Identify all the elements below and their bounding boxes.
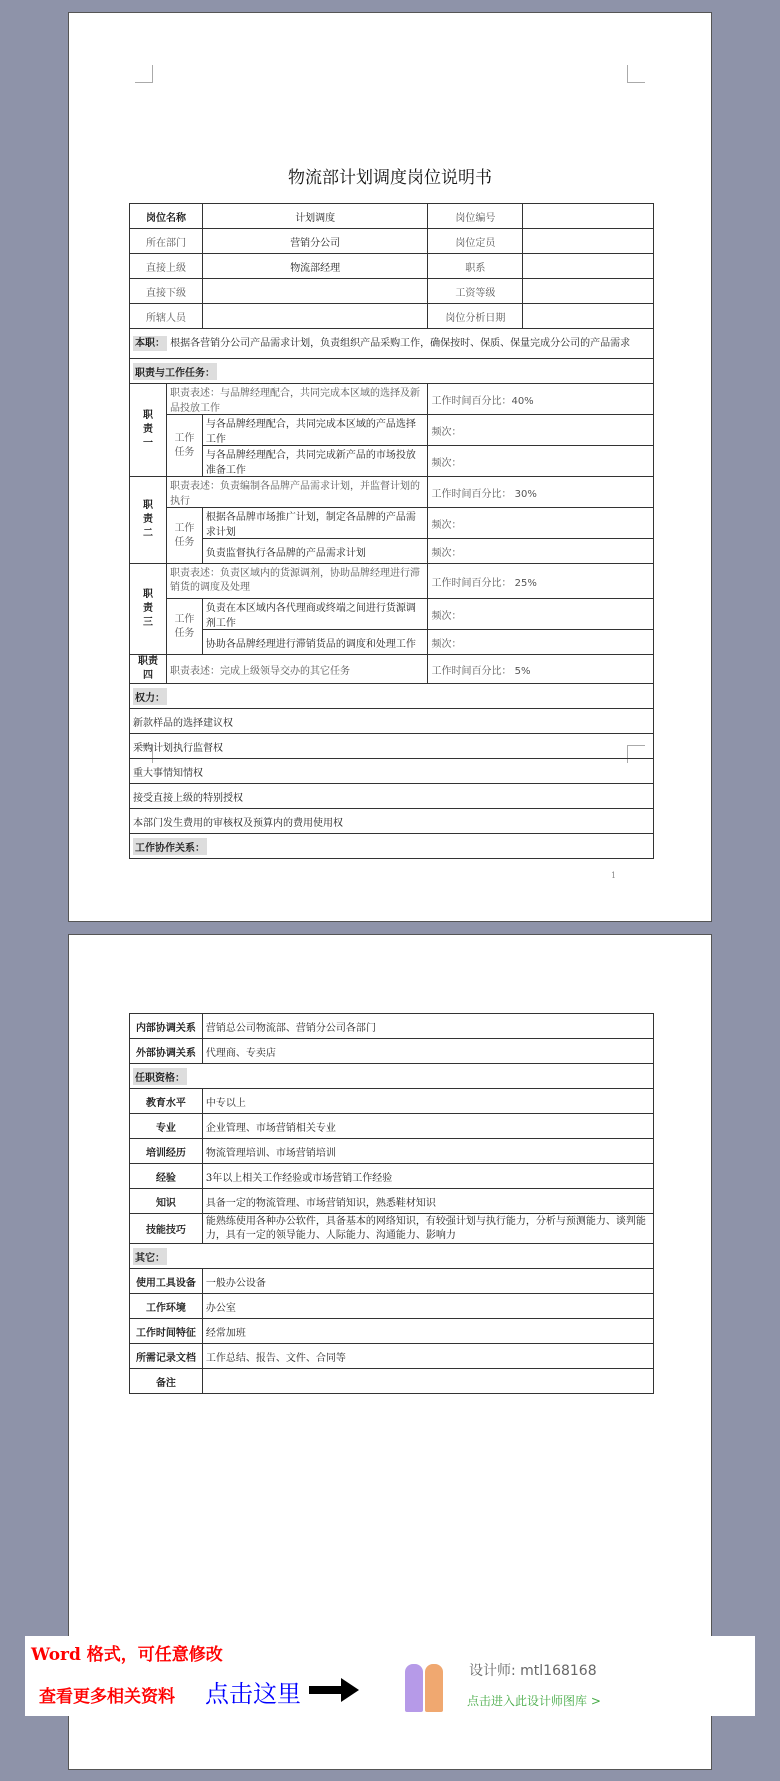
- info-row: [130, 229, 654, 254]
- task-text: 根据各品牌市场推广计划，制定各品牌的产品需求计划: [205, 512, 416, 538]
- coordination-label: 外部协调关系: [135, 1047, 196, 1059]
- info-label: 所辖人员: [145, 312, 186, 324]
- duty-time-percent: 工作时间百分比： 5%: [431, 665, 531, 677]
- power-item: 接受直接上级的特别授权: [133, 792, 243, 804]
- margin-mark: [627, 65, 645, 83]
- info-row: [130, 279, 654, 304]
- info-label: 直接下级: [145, 287, 186, 299]
- power-item: 采购计划执行监督权: [133, 742, 223, 754]
- frequency-label: 频次：: [431, 519, 462, 531]
- other-label: 所需记录文档: [135, 1352, 196, 1364]
- other-row: [130, 1269, 654, 1294]
- qualification-value: 物流管理培训、市场营销培训: [205, 1147, 336, 1159]
- frequency-label: 频次：: [431, 547, 462, 559]
- coordination-label: 内部协调关系: [135, 1022, 196, 1034]
- duty-time-percent: 工作时间百分比： 25%: [431, 577, 537, 589]
- click-here-link[interactable]: 点击这里: [205, 1680, 301, 1708]
- other-value: 工作总结、报告、文件、合同等: [205, 1352, 346, 1364]
- info-label: 岗位分析日期: [445, 312, 506, 324]
- info-label: 岗位定员: [455, 237, 496, 249]
- duty-time-percent: 工作时间百分比：40%: [431, 395, 534, 407]
- other-row: [130, 1344, 654, 1369]
- designer-avatar-icon: [425, 1664, 443, 1712]
- other-header: 其它：: [133, 1248, 167, 1265]
- info-value: 营销分公司: [290, 237, 341, 249]
- qualification-row: [130, 1214, 654, 1244]
- document-title: 物流部计划调度岗位说明书: [288, 168, 492, 188]
- info-label: 直接上级: [145, 262, 186, 274]
- arrow-head-icon: [341, 1678, 359, 1702]
- info-label: 所在部门: [145, 237, 186, 249]
- other-row: [130, 1319, 654, 1344]
- duty-row: [130, 564, 654, 599]
- task-label: 工作任务: [174, 432, 195, 458]
- frequency-label: 频次：: [431, 610, 462, 622]
- power-row: [130, 734, 654, 759]
- qualification-value: 3年以上相关工作经验或市场营销工作经验: [205, 1172, 393, 1184]
- qualification-label: 知识: [155, 1197, 176, 1209]
- designer-avatar-icon: [405, 1664, 423, 1712]
- task-text: 负责在本区域内各代理商或终端之间进行货源调剂工作: [205, 603, 416, 629]
- duty-row: [130, 477, 654, 508]
- designer-name: 设计师: mtl168168: [469, 1663, 597, 1679]
- page-number: 1: [611, 871, 617, 880]
- task-row: [130, 415, 654, 446]
- other-value: 办公室: [205, 1302, 236, 1314]
- word-format-text: Word 格式，可任意修改: [31, 1645, 223, 1665]
- main-duty-text: 根据各营销分公司产品需求计划，负责组织产品采购工作，确保按时、保质、保量完成分公司的产品需求: [170, 338, 631, 349]
- duty-row: [130, 384, 654, 415]
- margin-mark: [135, 65, 153, 83]
- task-row: [130, 508, 654, 539]
- qualification-value: 能熟练使用各种办公软件，具备基本的网络知识，有较强计划与执行能力，分析与预测能力、谈判能力，具有一定的领导能力、人际能力、沟通能力、影响力: [205, 1215, 646, 1241]
- frequency-label: 频次：: [431, 457, 462, 469]
- document-page-1: [68, 12, 712, 922]
- task-row: [130, 446, 654, 477]
- info-row: [130, 254, 654, 279]
- task-text: 与各品牌经理配合，共同完成新产品的市场投放准备工作: [205, 450, 416, 476]
- task-text: 与各品牌经理配合，共同完成本区域的产品选择工作: [205, 419, 416, 445]
- other-value: 一般办公设备: [205, 1277, 266, 1289]
- qualification-label: 经验: [155, 1172, 176, 1184]
- qualification-label: 专业: [155, 1122, 176, 1134]
- arrow-icon: [309, 1686, 343, 1694]
- qualification-row: [130, 1139, 654, 1164]
- task-text: 负责监督执行各品牌的产品需求计划: [205, 547, 366, 559]
- power-header: 权力：: [133, 688, 167, 705]
- task-row: [130, 539, 654, 564]
- other-label: 备注: [155, 1377, 176, 1389]
- qualification-label: 培训经历: [145, 1147, 186, 1159]
- info-label: 工资等级: [455, 287, 496, 299]
- job-table: [129, 203, 654, 859]
- main-duty-label: 本职：: [135, 338, 165, 349]
- other-row: [130, 1294, 654, 1319]
- other-row: [130, 1369, 654, 1394]
- info-label: 职系: [465, 262, 486, 274]
- qualification-row: [130, 1189, 654, 1214]
- power-item: 本部门发生费用的审核权及预算内的费用使用权: [133, 817, 343, 829]
- info-row: [130, 304, 654, 329]
- qualification-value: 中专以上: [205, 1097, 246, 1109]
- duty-description: 职责表述：负责区域内的货源调剂，协助品牌经理进行滞销货的调度及处理: [169, 568, 420, 593]
- duty-name: 职责二: [142, 500, 153, 539]
- other-label: 使用工具设备: [135, 1277, 196, 1289]
- frequency-label: 频次：: [431, 638, 462, 650]
- power-row: [130, 759, 654, 784]
- duty-name: 职责三: [142, 589, 153, 628]
- info-value: 物流部经理: [290, 262, 341, 274]
- qualification-row: [130, 1114, 654, 1139]
- task-label: 工作任务: [174, 522, 195, 548]
- qualification-row: [130, 1164, 654, 1189]
- coordination-value: 代理商、专卖店: [205, 1047, 276, 1059]
- cooperation-header: 工作协作关系：: [133, 838, 207, 855]
- job-table-continued: [129, 1013, 654, 1394]
- duty-time-percent: 工作时间百分比： 30%: [431, 488, 537, 500]
- power-item: 重大事情知情权: [133, 767, 203, 779]
- duty-description: 职责表述：负责编制各品牌产品需求计划，并监督计划的执行: [169, 481, 420, 507]
- duty-name: 职责一: [142, 410, 153, 449]
- qual-header: 任职资格：: [133, 1068, 187, 1085]
- other-label: 工作时间特征: [135, 1327, 196, 1339]
- qualification-label: 技能技巧: [145, 1225, 186, 1236]
- coordination-value: 营销总公司物流部、营销分公司各部门: [205, 1022, 376, 1034]
- more-resources-link[interactable]: 查看更多相关资料: [39, 1687, 175, 1707]
- power-row: [130, 784, 654, 809]
- frequency-label: 频次：: [431, 426, 462, 438]
- duty-row: [130, 655, 654, 684]
- coordination-row: [130, 1014, 654, 1039]
- task-text: 协助各品牌经理进行滞销货品的调度和处理工作: [205, 638, 416, 650]
- promo-banner[interactable]: [25, 1636, 755, 1716]
- qualification-value: 企业管理、市场营销相关专业: [205, 1122, 336, 1134]
- coordination-row: [130, 1039, 654, 1064]
- info-value: 计划调度: [295, 212, 336, 224]
- qualification-label: 教育水平: [145, 1097, 186, 1109]
- power-row: [130, 809, 654, 834]
- info-label: 岗位名称: [145, 212, 186, 224]
- task-row: [130, 599, 654, 630]
- duty-description: 职责表述：完成上级领导交办的其它任务: [169, 665, 350, 677]
- designer-gallery-link[interactable]: 点击进入此设计师图库 >: [467, 1694, 601, 1708]
- info-label: 岗位编号: [455, 212, 496, 224]
- task-row: [130, 630, 654, 655]
- power-item: 新款样品的选择建议权: [133, 717, 233, 729]
- duties-header: 职责与工作任务：: [133, 363, 217, 380]
- duty-description: 职责表述：与品牌经理配合，共同完成本区域的选择及新品投放工作: [169, 388, 420, 414]
- duty-name: 职责四: [137, 656, 158, 681]
- power-row: [130, 709, 654, 734]
- other-value: 经常加班: [205, 1327, 246, 1339]
- qualification-value: 具备一定的物流管理、市场营销知识，熟悉鞋材知识: [205, 1197, 436, 1209]
- other-label: 工作环境: [145, 1302, 186, 1314]
- info-row: [130, 204, 654, 229]
- task-label: 工作任务: [174, 613, 195, 639]
- qualification-row: [130, 1089, 654, 1114]
